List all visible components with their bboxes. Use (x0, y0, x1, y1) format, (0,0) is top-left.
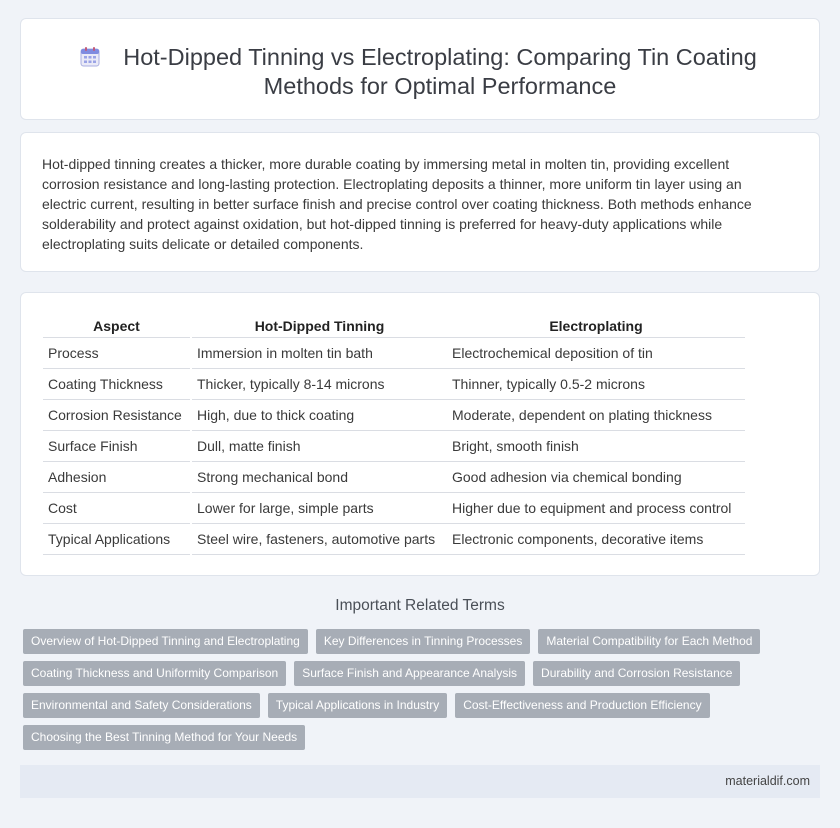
column-header-hot-dipped: Hot-Dipped Tinning (191, 315, 447, 337)
related-terms-list (23, 629, 783, 757)
table-cell-hot-dipped: High, due to thick coating (191, 399, 447, 430)
related-term-tag[interactable]: Surface Finish and Appearance Analysis (294, 661, 525, 686)
table-cell-aspect: Corrosion Resistance (43, 399, 191, 430)
table-header-row (43, 315, 745, 337)
table-cell-hot-dipped: Strong mechanical bond (191, 461, 447, 492)
table-cell-hot-dipped: Thicker, typically 8-14 microns (191, 368, 447, 399)
related-term-tag[interactable]: Cost-Effectiveness and Production Efficiency (455, 693, 709, 718)
related-term-tag[interactable]: Coating Thickness and Uniformity Comparison (23, 661, 286, 686)
comparison-table (43, 315, 745, 555)
table-cell-hot-dipped: Steel wire, fasteners, automotive parts (191, 523, 447, 554)
table-cell-aspect: Coating Thickness (43, 368, 191, 399)
table-row (43, 461, 745, 492)
related-term-tag[interactable]: Material Compatibility for Each Method (538, 629, 760, 654)
table-row (43, 430, 745, 461)
related-term-tag[interactable]: Choosing the Best Tinning Method for Your Needs (23, 725, 305, 750)
footer (20, 765, 820, 798)
related-term-tag[interactable]: Overview of Hot-Dipped Tinning and Electroplating (23, 629, 308, 654)
table-cell-electroplating: Electrochemical deposition of tin (447, 337, 745, 368)
column-header-electroplating: Electroplating (447, 315, 745, 337)
table-cell-aspect: Cost (43, 492, 191, 523)
related-term-tag[interactable]: Environmental and Safety Considerations (23, 693, 260, 718)
page-title: Hot-Dipped Tinning vs Electroplating: Comparing Tin Coating Methods for Optimal Performance (123, 44, 757, 99)
table-row (43, 399, 745, 430)
table-cell-aspect: Process (43, 337, 191, 368)
table-cell-aspect: Typical Applications (43, 523, 191, 554)
table-cell-electroplating: Good adhesion via chemical bonding (447, 461, 745, 492)
table-cell-electroplating: Electronic components, decorative items (447, 523, 745, 554)
comparison-table-card (20, 292, 820, 576)
table-cell-aspect: Adhesion (43, 461, 191, 492)
table-cell-electroplating: Higher due to equipment and process control (447, 492, 745, 523)
related-term-tag[interactable]: Durability and Corrosion Resistance (533, 661, 740, 686)
related-terms-heading: Important Related Terms (335, 597, 505, 614)
related-term-tag[interactable]: Key Differences in Tinning Processes (316, 629, 531, 654)
intro-card (20, 132, 820, 272)
table-cell-hot-dipped: Lower for large, simple parts (191, 492, 447, 523)
related-term-tag[interactable]: Typical Applications in Industry (268, 693, 447, 718)
table-cell-hot-dipped: Immersion in molten tin bath (191, 337, 447, 368)
title-card (20, 18, 820, 120)
intro-paragraph: Hot-dipped tinning creates a thicker, more durable coating by immersing metal in molten tin, providing excellent corrosion resistance and long-lasting protection. Electroplating deposits a thinner, more uniform tin layer using an electric current, resulting in better surface finish and precise control over coating thickness. Both methods enhance solderability and protect against oxidation, but hot-dipped tinning is preferred for heavy-duty applications while electroplating suits delicate or detailed components. (42, 156, 752, 252)
footer-site-link[interactable]: materialdif.com (725, 774, 810, 788)
column-header-aspect: Aspect (43, 315, 191, 337)
table-row (43, 368, 745, 399)
table-cell-electroplating: Moderate, dependent on plating thickness (447, 399, 745, 430)
table-row (43, 523, 745, 554)
table-row (43, 492, 745, 523)
table-cell-electroplating: Thinner, typically 0.5-2 microns (447, 368, 745, 399)
table-cell-hot-dipped: Dull, matte finish (191, 430, 447, 461)
table-row (43, 337, 745, 368)
table-cell-electroplating: Bright, smooth finish (447, 430, 745, 461)
table-cell-aspect: Surface Finish (43, 430, 191, 461)
